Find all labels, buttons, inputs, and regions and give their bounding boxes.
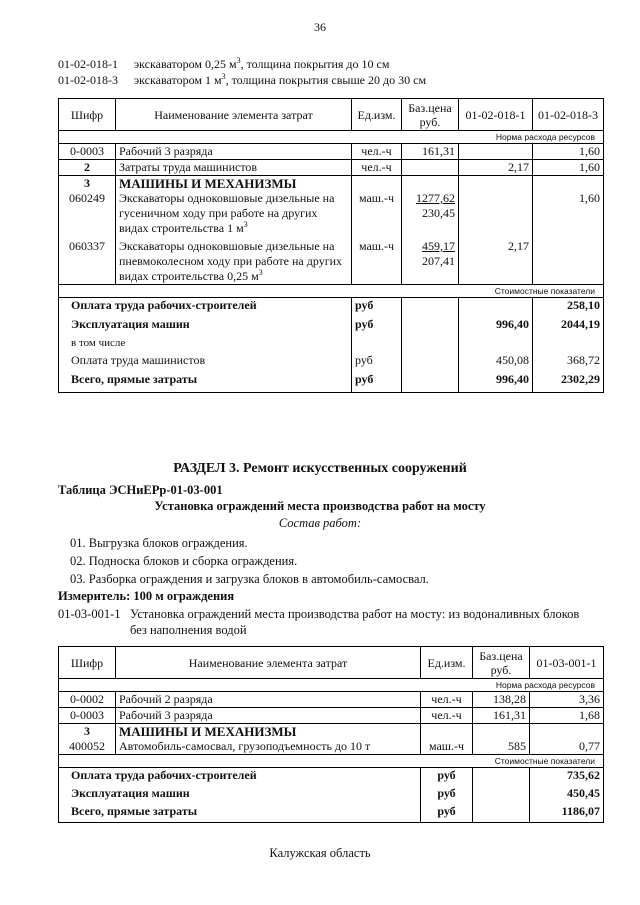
work-item: 01. Выгрузка блоков ограждения.: [70, 536, 248, 550]
table-row: Всего, прямые затраты руб 1186,07: [59, 804, 604, 823]
header-norm-line: 01-02-018-1 экскаватором 0,25 $м^3$, толщина покрытия до 10 см: [58, 56, 390, 71]
norm-code: 01-02-018-1: [58, 57, 118, 71]
norm-line: 01-03-001-1 Установка ограждений места производства работ на мосту: из водоналивных блоков: [58, 607, 580, 621]
table-row: Оплата труда рабочих-строителей руб 258,10: [59, 298, 604, 317]
col-header-price: Баз.цена руб.: [473, 647, 530, 679]
norm-code: 01-03-001-1: [58, 607, 121, 621]
footer-region: Калужская область: [269, 846, 371, 860]
norm-code: 01-02-018-3: [58, 73, 118, 87]
subheader-costs: Стоимостные показатели: [59, 285, 604, 298]
table-row: 2 Затраты труда машинистов чел.-ч 2,17 1,60: [59, 160, 604, 176]
subheader-resources: Норма расхода ресурсов: [59, 131, 604, 144]
norm-line: без наполнения водой: [130, 623, 247, 637]
col-header-name: Наименование элемента затрат: [116, 647, 421, 679]
table-row: 400052 Автомобиль-самосвал, грузоподъемность до 10 т маш.-ч 585 0,77: [59, 739, 604, 755]
work-item: 02. Поднoска блоков и сборка ограждения.: [70, 554, 298, 568]
col-header-norm: 01-02-018-1: [459, 99, 533, 131]
subheader-costs: Стоимостные показатели: [59, 755, 604, 768]
col-header-norm: 01-02-018-3: [533, 99, 604, 131]
resource-table-1: [58, 98, 604, 393]
col-header-norm: 01-03-001-1: [530, 647, 604, 679]
table-row: Оплата труда машинистов руб 450,08 368,72: [59, 353, 604, 372]
table-row: 0-0002 Рабочий 2 разряда чел.-ч 138,28 3,36: [59, 692, 604, 708]
table-row: Оплата труда рабочих-строителей руб 735,62: [59, 768, 604, 786]
col-header-code: Шифр: [59, 647, 116, 679]
table-row: 3 МАШИНЫ И МЕХАНИЗМЫ: [59, 176, 604, 192]
table-row: в том числе: [59, 336, 604, 353]
section-title: РАЗДЕЛ 3. Ремонт искусственных сооружений: [173, 461, 467, 476]
install-title: Установка ограждений места производства работ на мосту: [154, 499, 486, 513]
col-header-unit: Ед.изм.: [352, 99, 402, 131]
header-norm-line: 01-02-018-3 экскаватором 1 $м^3$, толщина покрытия свыше 20 до 30 см: [58, 72, 427, 87]
table-row: 3 МАШИНЫ И МЕХАНИЗМЫ: [59, 724, 604, 740]
page-number: 36: [314, 20, 326, 34]
table-row: 060249 Экскаваторы одноковшовые дизельные на гусеничном ходу при работе на других видах строительства 1 $м^3$ маш.-ч 1277,62 230,45 1,60: [59, 191, 604, 236]
table-title: Таблица ЭСНиЕРр-01-03-001: [58, 483, 223, 497]
work-item: 03. Разборка ограждения и загрузка блоков в автомобиль-самосвал.: [70, 572, 429, 586]
table-row: Эксплуатация машин руб 996,40 2044,19: [59, 317, 604, 336]
table-row: 060337 Экскаваторы одноковшовые дизельные на пневмоколесном ходу при работе на других видах строительства 0,25 $м^3$ маш.-ч 459,17 207,41 2,17: [59, 236, 604, 285]
table-row: 0-0003 Рабочий 3 разряда чел.-ч 161,31 1,68: [59, 708, 604, 724]
table-row: 0-0003 Рабочий 3 разряда чел.-ч 161,31 1,60: [59, 144, 604, 160]
subheader-resources: Норма расхода ресурсов: [59, 679, 604, 692]
col-header-price: Баз.цена руб.: [402, 99, 459, 131]
table-row: Всего, прямые затраты руб 996,40 2302,29: [59, 372, 604, 393]
col-header-name: Наименование элемента затрат: [116, 99, 352, 131]
table-row: Эксплуатация машин руб 450,45: [59, 786, 604, 804]
composition-label: Состав работ:: [278, 516, 362, 530]
col-header-code: Шифр: [59, 99, 116, 131]
meter: Измеритель: 100 м ограждения: [58, 589, 235, 603]
resource-table-2: [58, 646, 604, 823]
col-header-unit: Ед.изм.: [421, 647, 473, 679]
